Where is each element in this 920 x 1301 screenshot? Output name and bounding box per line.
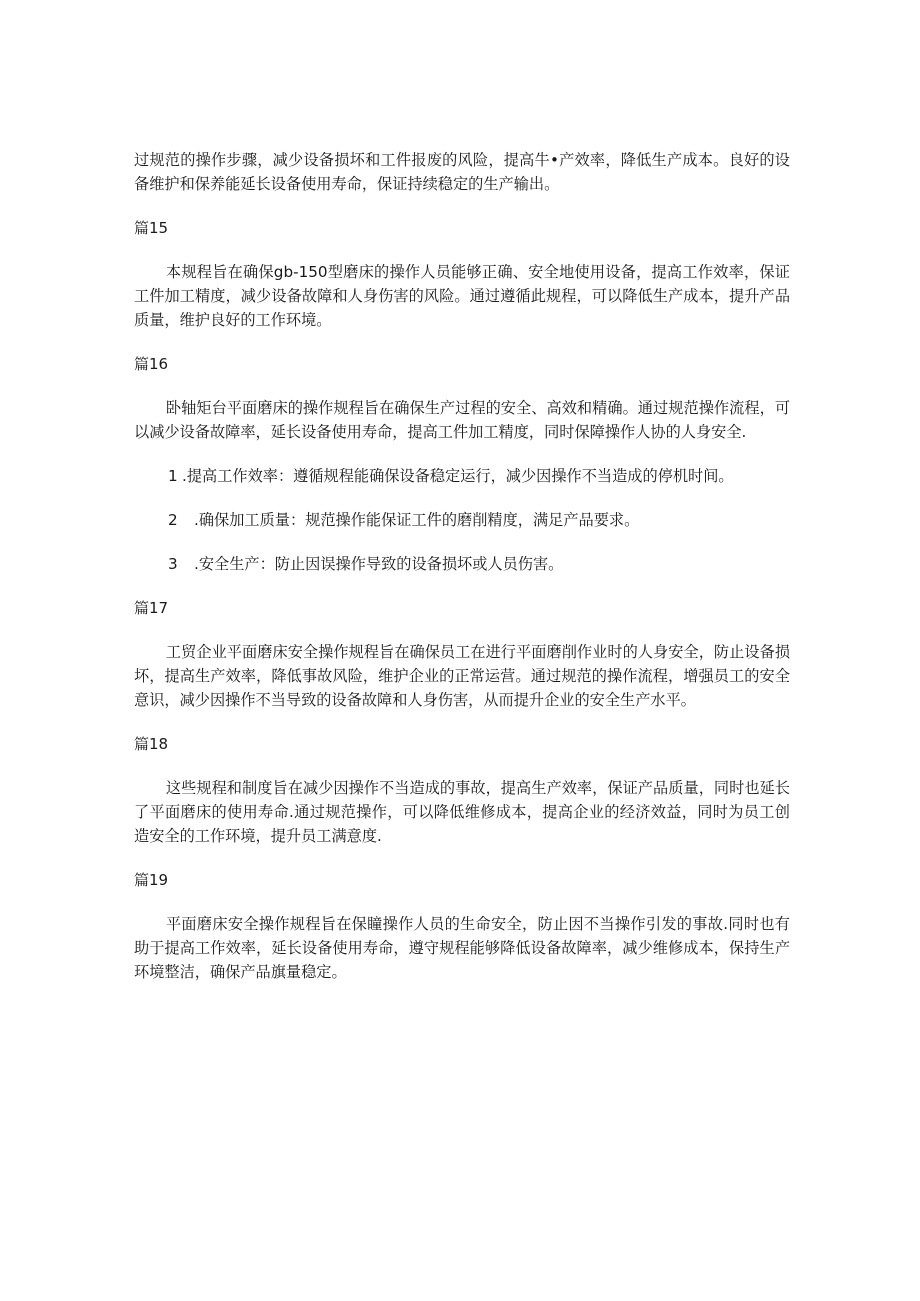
section-paragraph-17: 工贸企业平面磨床安全操作规程旨在确保员工在进行平面磨削作业时的人身安全，防止设备损坏，提高生产效率，降低事故风险，维护企业的正常运营。通过规范的操作流程，增强员工的安全意识，减少因操作不当导致的设备故障和人身伤害，从而提升企业的安全生产水平。 <box>134 643 790 709</box>
list-item-separator: . <box>194 511 199 529</box>
list-item-text: 提高工作效率：遵循规程能确保设备稳定运行，减少因操作不当造成的停机时间。 <box>186 467 734 485</box>
section-heading-16: 篇16 <box>134 355 169 373</box>
list-item-text: 安全生产：防止因误操作导致的设备损坏或人员伤害。 <box>198 555 564 573</box>
section-heading-18: 篇18 <box>134 735 169 753</box>
list-item-separator: . <box>182 467 187 485</box>
section-paragraph-16: 卧轴矩台平面磨床的操作规程旨在确保生产过程的安全、高效和精确。通过规范操作流程，可以减少设备故障率，延长设备使用寿命，提高工件加工精度，同时保障操作人协的人身安全. <box>134 399 790 441</box>
list-item-text: 确保加工质量：规范操作能保证工件的磨削精度，满足产品要求。 <box>198 511 640 529</box>
list-item-number: 2 <box>168 511 178 529</box>
section-heading-17: 篇17 <box>134 599 169 617</box>
intro-paragraph: 过规范的操作步骤，减少设备损坏和工件报废的风险，提高牛•产效率，降低生产成本。良好的设备维护和保养能延长设备使用寿命，保证持续稳定的生产输出。 <box>134 151 790 193</box>
list-item-number: 1 <box>168 467 178 485</box>
section-paragraph-18: 这些规程和制度旨在减少因操作不当造成的事故，提高生产效率，保证产品质量，同时也延长了平面磨床的使用寿命.通过规范操作，可以降低维修成本，提高企业的经济效益，同时为员工创造安全的工作环境，提升员工满意度. <box>134 779 790 845</box>
list-item-3 <box>134 552 790 576</box>
section-heading-15: 篇15 <box>134 219 169 237</box>
list-item-number: 3 <box>168 555 178 573</box>
list-item-1 <box>134 464 790 488</box>
document-body <box>134 148 790 1004</box>
section-paragraph-15: 本规程旨在确保gb-150型磨床的操作人员能够正确、安全地使用设备，提高工作效率，保证工件加工精度，减少设备故障和人身伤害的风险。通过遵循此规程，可以降低生产成本，提升产品质量，维护良好的工作环境。 <box>134 263 790 329</box>
section-heading-19: 篇19 <box>134 871 169 889</box>
section-paragraph-19: 平面磨床安全操作规程旨在保瞳操作人员的生命安全，防止因不当操作引发的事故.同时也有助于提高工作效率，延长设备使用寿命，遵守规程能够降低设备故障率，减少维修成本，保持生产环境整洁，确保产品旗量稳定。 <box>134 915 790 981</box>
list-item-2 <box>134 508 790 532</box>
list-item-separator: . <box>194 555 199 573</box>
